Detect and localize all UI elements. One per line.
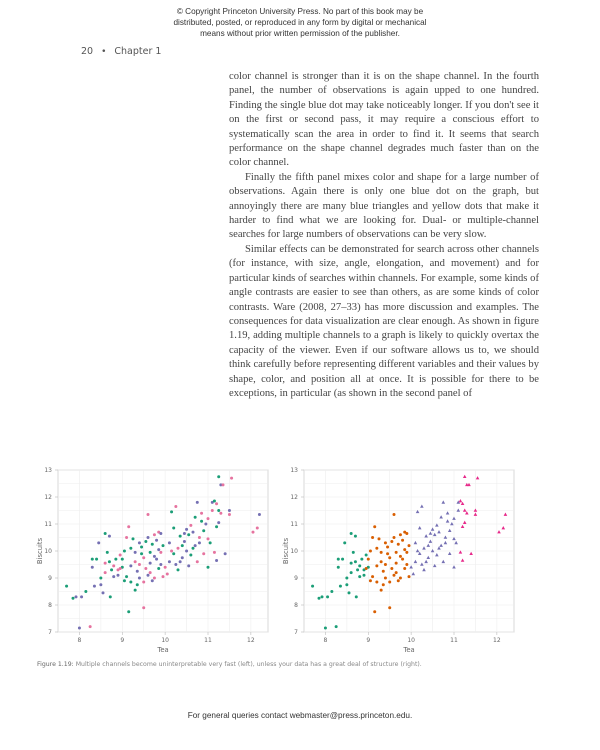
data-point xyxy=(215,502,218,505)
data-point xyxy=(399,555,402,558)
x-tick-label: 11 xyxy=(450,637,458,644)
data-point xyxy=(102,591,105,594)
data-point xyxy=(149,551,152,554)
footer-contact: For general queries contact webmaster@press.princeton.edu. xyxy=(187,711,413,720)
data-point xyxy=(104,571,107,574)
data-point xyxy=(140,552,143,555)
data-point xyxy=(397,579,400,582)
data-point xyxy=(99,577,102,580)
data-point xyxy=(183,532,186,535)
data-point xyxy=(196,501,199,504)
running-head xyxy=(81,46,161,57)
x-tick-label: 8 xyxy=(77,637,82,644)
body-text xyxy=(229,70,539,401)
data-point xyxy=(401,558,404,561)
y-tick-label: 9 xyxy=(294,575,298,582)
data-point xyxy=(179,535,182,538)
x-tick-label: 10 xyxy=(161,637,169,644)
data-point xyxy=(213,551,216,554)
data-point xyxy=(114,558,117,561)
data-point xyxy=(339,585,342,588)
y-tick-label: 11 xyxy=(44,521,52,528)
data-point xyxy=(224,552,227,555)
data-point xyxy=(166,572,169,575)
data-point xyxy=(365,567,368,570)
data-point xyxy=(95,558,98,561)
data-point xyxy=(399,533,402,536)
data-point xyxy=(230,477,233,480)
data-point xyxy=(138,577,141,580)
y-tick-label: 13 xyxy=(290,467,298,474)
data-point xyxy=(194,516,197,519)
x-axis-label: Tea xyxy=(157,646,169,654)
data-point xyxy=(129,581,132,584)
data-point xyxy=(157,567,160,570)
data-point xyxy=(119,567,122,570)
data-point xyxy=(125,575,128,578)
data-point xyxy=(222,483,225,486)
data-point xyxy=(174,563,177,566)
data-point xyxy=(350,562,353,565)
data-point xyxy=(395,551,398,554)
data-point xyxy=(393,574,396,577)
figure-caption xyxy=(37,661,577,668)
data-point xyxy=(104,532,107,535)
copyright-line-2: distributed, posted, or reproduced in any form by digital or mechanical xyxy=(173,18,427,27)
data-point xyxy=(373,525,376,528)
data-point xyxy=(326,595,329,598)
data-point xyxy=(390,567,393,570)
data-point xyxy=(348,591,351,594)
data-point xyxy=(127,525,130,528)
data-point xyxy=(192,531,195,534)
data-point xyxy=(367,558,370,561)
data-point xyxy=(149,571,152,574)
data-point xyxy=(401,539,404,542)
data-point xyxy=(181,556,184,559)
data-point xyxy=(179,560,182,563)
data-point xyxy=(162,575,165,578)
data-point xyxy=(144,567,147,570)
data-point xyxy=(174,505,177,508)
data-point xyxy=(140,545,143,548)
y-tick-label: 9 xyxy=(48,575,52,582)
data-point xyxy=(399,577,402,580)
data-point xyxy=(360,558,363,561)
y-tick-label: 7 xyxy=(48,629,52,636)
data-point xyxy=(151,579,154,582)
data-point xyxy=(147,574,150,577)
x-axis-label: Tea xyxy=(403,646,415,654)
data-point xyxy=(219,512,222,515)
data-point xyxy=(343,541,346,544)
data-point xyxy=(159,563,162,566)
y-tick-label: 12 xyxy=(44,494,52,501)
data-point xyxy=(198,536,201,539)
data-point xyxy=(108,535,111,538)
data-point xyxy=(384,577,387,580)
data-point xyxy=(375,547,378,550)
data-point xyxy=(209,541,212,544)
data-point xyxy=(215,559,218,562)
bullet-separator-icon: • xyxy=(101,46,107,57)
data-point xyxy=(393,536,396,539)
data-point xyxy=(228,509,231,512)
data-point xyxy=(350,532,353,535)
data-point xyxy=(330,590,333,593)
data-point xyxy=(147,513,150,516)
data-point xyxy=(172,552,175,555)
paragraph: Similar effects can be demonstrated for search across other channels (for instance, with size, angle, elongation, and movement) and for particular kinds of searches within channels. For example, some kinds of angle contrasts are easier to see than others, as are some kinds of color contrasts. Ware (2008, 27–33) has more discussion and examples. The consequences for data visualization are clear enough. As shown in figure 1.19, adding multiple channels to a graph is likely to quickly overtax the capacity of the viewer. Even if our software allows us to, we should think carefully before representing different variables and their values by shape, color, and position all at once. It is possible for there to be exceptions, in particular (as shown in the second panel of xyxy=(229,243,539,399)
data-point xyxy=(142,606,145,609)
copyright-notice xyxy=(0,6,600,39)
data-point xyxy=(153,555,156,558)
data-point xyxy=(382,583,385,586)
scatter-plot-right xyxy=(246,460,546,660)
data-point xyxy=(217,475,220,478)
data-point xyxy=(382,570,385,573)
data-point xyxy=(388,556,391,559)
y-axis-label: Biscuits xyxy=(282,537,290,565)
y-axis-label: Biscuits xyxy=(36,537,44,565)
data-point xyxy=(181,544,184,547)
data-point xyxy=(129,547,132,550)
paragraph: color channel is stronger than it is on the shape channel. In the fourth panel, the number of observations is again upped to one hundred. Finding the single blue dot may take noticeably longer. If you don't see it on the first or second pass, it may require a conscious effort to systematically scan the area in order to find it. It seems that search performance on the shape channel degrades much faster than on the color channel. xyxy=(229,71,539,169)
data-point xyxy=(390,540,393,543)
data-point xyxy=(147,536,150,539)
data-point xyxy=(153,577,156,580)
data-point xyxy=(153,533,156,536)
data-point xyxy=(388,581,391,584)
data-point xyxy=(123,579,126,582)
data-point xyxy=(352,551,355,554)
data-point xyxy=(217,509,220,512)
data-point xyxy=(405,551,408,554)
data-point xyxy=(80,595,83,598)
data-point xyxy=(380,560,383,563)
data-point xyxy=(395,571,398,574)
data-point xyxy=(112,564,115,567)
data-point xyxy=(132,537,135,540)
data-point xyxy=(185,550,188,553)
data-point xyxy=(106,551,109,554)
x-tick-label: 10 xyxy=(407,637,415,644)
data-point xyxy=(162,544,165,547)
y-tick-label: 8 xyxy=(48,602,52,609)
data-point xyxy=(159,551,162,554)
data-point xyxy=(93,585,96,588)
data-point xyxy=(200,520,203,523)
data-point xyxy=(393,513,396,516)
data-point xyxy=(207,517,210,520)
data-point xyxy=(369,579,372,582)
data-point xyxy=(91,566,94,569)
paragraph: Finally the fifth panel mixes color and shape for a large number of observations. Again there is only one blue dot on the graph, but annoyingly there are many blue triangles and yellow dots that make it harder to find what we are looking for. Dual- or multiple-channel searches for large numbers of observations can be very slow. xyxy=(229,171,539,241)
data-point xyxy=(378,537,381,540)
figure-1-19 xyxy=(0,460,600,660)
data-point xyxy=(170,550,173,553)
data-point xyxy=(217,521,220,524)
data-point xyxy=(194,544,197,547)
data-point xyxy=(129,564,132,567)
copyright-line-1: © Copyright Princeton University Press. No part of this book may be xyxy=(176,7,424,16)
data-point xyxy=(228,513,231,516)
x-tick-label: 9 xyxy=(366,637,371,644)
data-point xyxy=(110,568,113,571)
data-point xyxy=(138,541,141,544)
chapter-title: Chapter 1 xyxy=(114,46,162,57)
data-point xyxy=(373,610,376,613)
data-point xyxy=(109,595,112,598)
data-point xyxy=(168,560,171,563)
data-point xyxy=(170,510,173,513)
data-point xyxy=(172,527,175,530)
data-point xyxy=(354,560,357,563)
data-point xyxy=(134,551,137,554)
data-point xyxy=(365,554,368,557)
data-point xyxy=(405,532,408,535)
data-point xyxy=(341,558,344,561)
data-point xyxy=(138,563,141,566)
data-point xyxy=(185,528,188,531)
data-point xyxy=(198,541,201,544)
data-point xyxy=(204,523,207,526)
data-point xyxy=(202,529,205,532)
x-tick-label: 11 xyxy=(204,637,212,644)
figure-label: Figure 1.19: xyxy=(37,661,74,668)
data-point xyxy=(386,552,389,555)
data-point xyxy=(213,500,216,503)
x-tick-label: 9 xyxy=(120,637,125,644)
data-point xyxy=(104,562,107,565)
data-point xyxy=(358,564,361,567)
data-point xyxy=(192,547,195,550)
copyright-line-3: means without prior written permission of the publisher. xyxy=(200,29,400,38)
data-point xyxy=(84,590,87,593)
y-tick-label: 12 xyxy=(290,494,298,501)
data-point xyxy=(99,583,102,586)
data-point xyxy=(125,536,128,539)
data-point xyxy=(403,567,406,570)
data-point xyxy=(371,536,374,539)
data-point xyxy=(127,610,130,613)
y-tick-label: 7 xyxy=(294,629,298,636)
data-point xyxy=(136,583,139,586)
data-point xyxy=(355,595,358,598)
data-point xyxy=(380,589,383,592)
data-point xyxy=(177,568,180,571)
data-point xyxy=(354,535,357,538)
data-point xyxy=(157,548,160,551)
figure-caption-text: Multiple channels become uninterpretable very fast (left), unless your data has a great deal of structure (right). xyxy=(73,661,422,668)
data-point xyxy=(388,606,391,609)
data-point xyxy=(155,539,158,542)
data-point xyxy=(200,512,203,515)
y-tick-label: 8 xyxy=(294,602,298,609)
data-point xyxy=(384,541,387,544)
data-point xyxy=(375,564,378,567)
data-point xyxy=(324,626,327,629)
data-point xyxy=(108,560,111,563)
data-point xyxy=(345,583,348,586)
data-point xyxy=(189,524,192,527)
data-point xyxy=(369,550,372,553)
data-point xyxy=(168,541,171,544)
data-point xyxy=(371,575,374,578)
page-number: 20 xyxy=(81,46,94,57)
data-point xyxy=(75,595,78,598)
data-point xyxy=(397,543,400,546)
data-point xyxy=(380,551,383,554)
data-point xyxy=(142,556,145,559)
data-point xyxy=(345,577,348,580)
data-point xyxy=(350,571,353,574)
data-point xyxy=(408,575,411,578)
data-point xyxy=(89,625,92,628)
y-tick-label: 10 xyxy=(290,548,298,555)
data-point xyxy=(134,589,137,592)
data-point xyxy=(65,585,68,588)
data-point xyxy=(155,558,158,561)
x-tick-label: 12 xyxy=(493,637,501,644)
x-tick-label: 12 xyxy=(247,637,255,644)
data-point xyxy=(97,541,100,544)
data-point xyxy=(142,581,145,584)
data-point xyxy=(215,525,218,528)
data-point xyxy=(151,543,154,546)
data-point xyxy=(187,564,190,567)
y-tick-label: 11 xyxy=(290,521,298,528)
data-point xyxy=(403,548,406,551)
data-point xyxy=(196,560,199,563)
data-point xyxy=(134,560,137,563)
data-point xyxy=(386,545,389,548)
data-point xyxy=(384,563,387,566)
data-point xyxy=(337,558,340,561)
data-point xyxy=(189,554,192,557)
data-point xyxy=(202,552,205,555)
data-point xyxy=(164,566,167,569)
data-point xyxy=(318,597,321,600)
data-point xyxy=(375,581,378,584)
data-point xyxy=(136,570,139,573)
data-point xyxy=(144,540,147,543)
data-point xyxy=(183,540,186,543)
data-point xyxy=(335,625,338,628)
data-point xyxy=(207,537,210,540)
x-tick-label: 8 xyxy=(323,637,328,644)
data-point xyxy=(78,626,81,629)
data-point xyxy=(187,533,190,536)
data-point xyxy=(337,566,340,569)
data-point xyxy=(72,597,75,600)
data-point xyxy=(177,547,180,550)
data-point xyxy=(358,575,361,578)
data-point xyxy=(395,562,398,565)
data-point xyxy=(321,595,324,598)
data-point xyxy=(149,562,152,565)
data-point xyxy=(121,558,124,561)
data-point xyxy=(112,575,115,578)
data-point xyxy=(211,509,214,512)
data-point xyxy=(117,574,120,577)
data-point xyxy=(207,566,210,569)
y-tick-label: 10 xyxy=(44,548,52,555)
data-point xyxy=(363,574,366,577)
y-tick-label: 13 xyxy=(44,467,52,474)
data-point xyxy=(408,544,411,547)
data-point xyxy=(405,563,408,566)
data-point xyxy=(91,558,94,561)
data-point xyxy=(159,532,162,535)
data-point xyxy=(356,568,359,571)
data-point xyxy=(123,550,126,553)
data-point xyxy=(311,585,314,588)
data-point xyxy=(119,554,122,557)
